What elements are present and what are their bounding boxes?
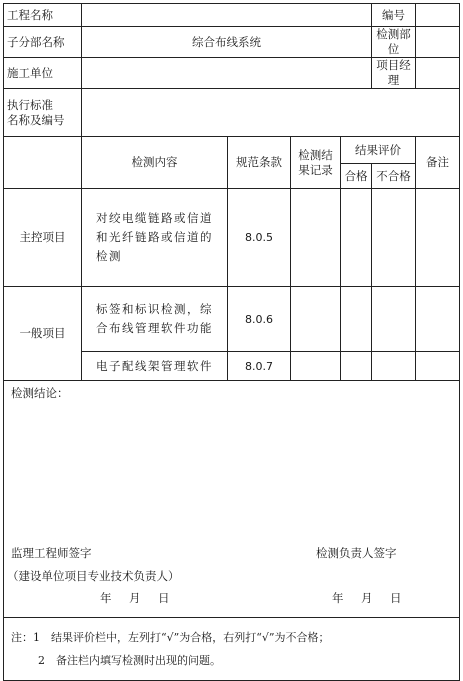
result-record-cell[interactable] — [291, 352, 341, 381]
standard-label-line1: 执行标准 — [7, 97, 53, 112]
supervisor-signature-label: 监理工程师签字 — [11, 546, 92, 560]
fail-cell[interactable] — [372, 189, 416, 287]
conclusion-cell[interactable] — [4, 381, 460, 618]
inspector-date: 年 月 日 — [332, 591, 405, 605]
project-name-label: 工程名称 — [4, 4, 82, 27]
row-construction-unit — [4, 58, 460, 89]
inspection-item-content: 对绞电缆链路或信道和光纤链路或信道的检测 — [82, 189, 228, 287]
note-1: 注：1 结果评价栏中，左列打“√”为合格，右列打“√”为不合格； — [11, 631, 330, 644]
result-record-column-header — [291, 137, 341, 189]
conclusion-label: 检测结论： — [11, 386, 69, 400]
pass-cell[interactable] — [341, 189, 372, 287]
standard-label-line2: 名称及编号 — [7, 112, 65, 127]
project-name-value[interactable] — [82, 4, 372, 27]
fail-cell[interactable] — [372, 287, 416, 352]
project-manager-value[interactable] — [416, 58, 460, 89]
category-header-blank — [4, 137, 82, 189]
table-row — [4, 287, 460, 352]
serial-no-label: 编号 — [372, 4, 416, 27]
result-record-header-line1: 检测结 — [298, 147, 333, 162]
row-notes — [4, 618, 460, 681]
row-project-name — [4, 4, 460, 27]
inspection-item-content: 标签和标识检测，综合布线管理软件功能 — [82, 287, 228, 352]
inspection-table — [3, 3, 460, 681]
result-record-header-line2: 果记录 — [298, 162, 333, 177]
notes-cell — [4, 618, 460, 681]
note-2: 2 备注栏内填写检测时出现的问题。 — [38, 654, 221, 667]
remarks-cell[interactable] — [416, 287, 460, 352]
clause-column-header: 规范条款 — [228, 137, 291, 189]
remarks-cell[interactable] — [416, 189, 460, 287]
inspection-part-value[interactable] — [416, 27, 460, 58]
category-cell: 主控项目 — [4, 189, 82, 287]
construction-unit-label: 施工单位 — [4, 58, 82, 89]
construction-unit-value[interactable] — [82, 58, 372, 89]
pass-cell[interactable] — [341, 352, 372, 381]
category-cell: 一般项目 — [4, 287, 82, 381]
project-manager-label: 项目经理 — [372, 58, 416, 89]
row-column-header-1 — [4, 137, 460, 164]
clause-cell: 8.0.5 — [228, 189, 291, 287]
content-column-header: 检测内容 — [82, 137, 228, 189]
result-record-cell[interactable] — [291, 189, 341, 287]
result-record-cell[interactable] — [291, 287, 341, 352]
clause-cell: 8.0.6 — [228, 287, 291, 352]
fail-column-header: 不合格 — [372, 164, 416, 189]
row-conclusion — [4, 381, 460, 618]
serial-no-value[interactable] — [416, 4, 460, 27]
pass-cell[interactable] — [341, 287, 372, 352]
standard-value[interactable] — [82, 89, 460, 137]
supervisor-note: （建设单位项目专业技术负责人） — [7, 569, 180, 583]
supervisor-date: 年 月 日 — [100, 591, 173, 605]
row-sub-project — [4, 27, 460, 58]
pass-column-header: 合格 — [341, 164, 372, 189]
table-row — [4, 189, 460, 287]
clause-cell: 8.0.7 — [228, 352, 291, 381]
fail-cell[interactable] — [372, 352, 416, 381]
evaluation-column-header: 结果评价 — [341, 137, 416, 164]
standard-label — [4, 89, 82, 137]
inspection-record-form — [3, 3, 459, 675]
sub-project-value[interactable]: 综合布线系统 — [82, 27, 372, 58]
remarks-column-header: 备注 — [416, 137, 460, 189]
remarks-cell[interactable] — [416, 352, 460, 381]
inspection-item-content: 电子配线架管理软件 — [82, 352, 228, 381]
sub-project-label: 子分部名称 — [4, 27, 82, 58]
inspector-signature-label: 检测负责人签字 — [316, 546, 397, 560]
row-standard — [4, 89, 460, 137]
inspection-part-label: 检测部位 — [372, 27, 416, 58]
